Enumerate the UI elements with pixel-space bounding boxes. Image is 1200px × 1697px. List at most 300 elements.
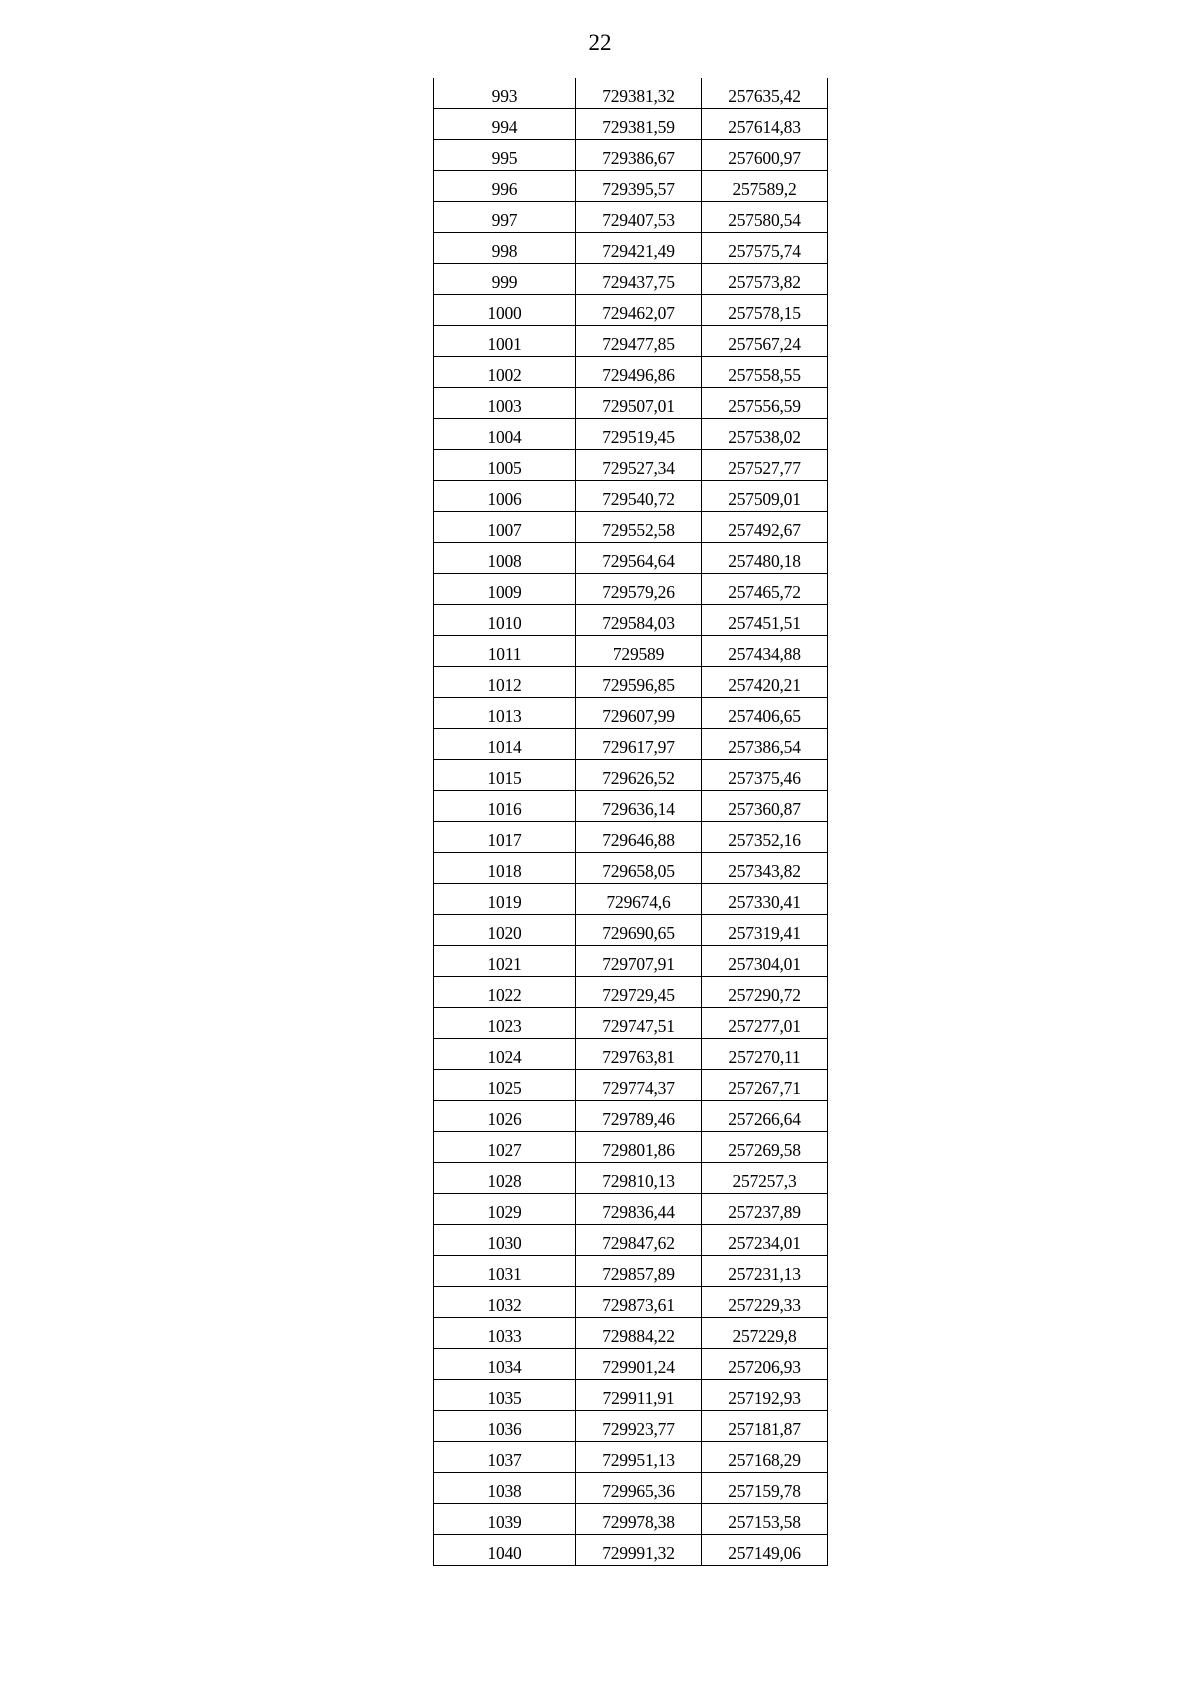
y-coordinate-cell xyxy=(702,233,828,264)
x-coordinate-cell xyxy=(576,481,702,512)
x-coordinate-text: 729584,03 xyxy=(602,613,675,633)
x-coordinate-cell xyxy=(576,1132,702,1163)
y-coordinate-text: 257600,97 xyxy=(728,148,801,168)
point-number-cell xyxy=(434,1225,576,1256)
x-coordinate-text: 729540,72 xyxy=(602,489,675,509)
x-coordinate-text: 729847,62 xyxy=(602,1233,675,1253)
y-coordinate-text: 257159,78 xyxy=(728,1481,801,1501)
y-coordinate-cell xyxy=(702,884,828,915)
table-row xyxy=(434,698,828,729)
y-coordinate-cell xyxy=(702,1318,828,1349)
point-number-text: 1010 xyxy=(487,613,522,633)
point-number-text: 1040 xyxy=(487,1543,522,1563)
x-coordinate-cell xyxy=(576,1473,702,1504)
point-number-text: 997 xyxy=(491,210,518,230)
x-coordinate-text: 729658,05 xyxy=(602,861,675,881)
point-number-text: 1037 xyxy=(487,1450,522,1470)
x-coordinate-text: 729965,36 xyxy=(602,1481,675,1501)
x-coordinate-text: 729873,61 xyxy=(602,1295,675,1315)
table-row xyxy=(434,1256,828,1287)
x-coordinate-text: 729801,86 xyxy=(602,1140,675,1160)
y-coordinate-cell xyxy=(702,140,828,171)
table-row xyxy=(434,1225,828,1256)
y-coordinate-cell xyxy=(702,946,828,977)
table-row xyxy=(434,1101,828,1132)
x-coordinate-text: 729552,58 xyxy=(602,520,675,540)
y-coordinate-text: 257480,18 xyxy=(728,551,801,571)
table-row xyxy=(434,1473,828,1504)
table-row xyxy=(434,822,828,853)
y-coordinate-cell xyxy=(702,202,828,233)
table-row xyxy=(434,264,828,295)
x-coordinate-text: 729729,45 xyxy=(602,985,675,1005)
point-number-cell xyxy=(434,512,576,543)
table-row xyxy=(434,791,828,822)
y-coordinate-cell xyxy=(702,1194,828,1225)
point-number-text: 1014 xyxy=(487,737,522,757)
x-coordinate-cell xyxy=(576,512,702,543)
x-coordinate-text: 729421,49 xyxy=(602,241,675,261)
point-number-cell xyxy=(434,109,576,140)
x-coordinate-text: 729527,34 xyxy=(602,458,675,478)
point-number-cell xyxy=(434,326,576,357)
y-coordinate-cell xyxy=(702,1504,828,1535)
y-coordinate-cell xyxy=(702,822,828,853)
table-row xyxy=(434,1287,828,1318)
x-coordinate-cell xyxy=(576,946,702,977)
y-coordinate-text: 257149,06 xyxy=(728,1543,801,1563)
point-number-cell xyxy=(434,1504,576,1535)
y-coordinate-cell xyxy=(702,605,828,636)
x-coordinate-cell xyxy=(576,977,702,1008)
table-row xyxy=(434,977,828,1008)
y-coordinate-text: 257229,8 xyxy=(732,1326,797,1346)
y-coordinate-text: 257192,93 xyxy=(728,1388,801,1408)
y-coordinate-text: 257206,93 xyxy=(728,1357,801,1377)
x-coordinate-text: 729901,24 xyxy=(602,1357,675,1377)
point-number-text: 1033 xyxy=(487,1326,522,1346)
x-coordinate-text: 729911,91 xyxy=(602,1388,675,1408)
point-number-text: 996 xyxy=(491,179,518,199)
point-number-text: 1021 xyxy=(487,954,522,974)
point-number-cell xyxy=(434,636,576,667)
table-row xyxy=(434,1070,828,1101)
point-number-text: 1036 xyxy=(487,1419,522,1439)
table-row xyxy=(434,1411,828,1442)
x-coordinate-text: 729836,44 xyxy=(602,1202,675,1222)
point-number-text: 1039 xyxy=(487,1512,522,1532)
table-row xyxy=(434,543,828,574)
x-coordinate-cell xyxy=(576,1194,702,1225)
x-coordinate-cell xyxy=(576,78,702,109)
y-coordinate-text: 257527,77 xyxy=(728,458,801,478)
x-coordinate-text: 729991,32 xyxy=(602,1543,675,1563)
point-number-text: 1026 xyxy=(487,1109,522,1129)
table-row xyxy=(434,202,828,233)
point-number-text: 1015 xyxy=(487,768,522,788)
x-coordinate-cell xyxy=(576,233,702,264)
table-row xyxy=(434,450,828,481)
x-coordinate-cell xyxy=(576,1504,702,1535)
x-coordinate-cell xyxy=(576,1318,702,1349)
x-coordinate-cell xyxy=(576,605,702,636)
y-coordinate-cell xyxy=(702,977,828,1008)
y-coordinate-text: 257231,13 xyxy=(728,1264,801,1284)
y-coordinate-text: 257492,67 xyxy=(728,520,801,540)
point-number-cell xyxy=(434,1318,576,1349)
point-number-text: 1000 xyxy=(487,303,522,323)
x-coordinate-text: 729978,38 xyxy=(602,1512,675,1532)
y-coordinate-cell xyxy=(702,853,828,884)
y-coordinate-cell xyxy=(702,698,828,729)
point-number-cell xyxy=(434,1194,576,1225)
point-number-cell xyxy=(434,1287,576,1318)
y-coordinate-cell xyxy=(702,171,828,202)
point-number-cell xyxy=(434,574,576,605)
x-coordinate-cell xyxy=(576,543,702,574)
y-coordinate-text: 257319,41 xyxy=(728,923,801,943)
point-number-cell xyxy=(434,1442,576,1473)
point-number-cell xyxy=(434,1132,576,1163)
point-number-cell xyxy=(434,760,576,791)
x-coordinate-cell xyxy=(576,760,702,791)
x-coordinate-text: 729589 xyxy=(612,644,665,664)
y-coordinate-text: 257451,51 xyxy=(728,613,801,633)
y-coordinate-text: 257352,16 xyxy=(728,830,801,850)
point-number-cell xyxy=(434,1039,576,1070)
x-coordinate-text: 729607,99 xyxy=(602,706,675,726)
table-row xyxy=(434,1039,828,1070)
x-coordinate-cell xyxy=(576,1039,702,1070)
point-number-cell xyxy=(434,791,576,822)
point-number-cell xyxy=(434,357,576,388)
y-coordinate-cell xyxy=(702,760,828,791)
table-row xyxy=(434,1194,828,1225)
table-row xyxy=(434,1008,828,1039)
point-number-text: 1002 xyxy=(487,365,522,385)
point-number-text: 994 xyxy=(491,117,518,137)
point-number-text: 1032 xyxy=(487,1295,522,1315)
x-coordinate-cell xyxy=(576,636,702,667)
y-coordinate-cell xyxy=(702,481,828,512)
point-number-text: 1003 xyxy=(487,396,522,416)
point-number-cell xyxy=(434,202,576,233)
point-number-cell xyxy=(434,977,576,1008)
x-coordinate-cell xyxy=(576,915,702,946)
x-coordinate-cell xyxy=(576,140,702,171)
point-number-cell xyxy=(434,140,576,171)
table-row xyxy=(434,884,828,915)
point-number-text: 1034 xyxy=(487,1357,522,1377)
point-number-text: 1007 xyxy=(487,520,522,540)
x-coordinate-text: 729690,65 xyxy=(602,923,675,943)
x-coordinate-cell xyxy=(576,698,702,729)
y-coordinate-text: 257406,65 xyxy=(728,706,801,726)
y-coordinate-text: 257360,87 xyxy=(728,799,801,819)
x-coordinate-text: 729774,37 xyxy=(602,1078,675,1098)
x-coordinate-cell xyxy=(576,1008,702,1039)
page-number: 22 xyxy=(588,30,612,55)
y-coordinate-cell xyxy=(702,636,828,667)
point-number-cell xyxy=(434,1349,576,1380)
x-coordinate-text: 729395,57 xyxy=(602,179,675,199)
x-coordinate-cell xyxy=(576,109,702,140)
x-coordinate-cell xyxy=(576,853,702,884)
y-coordinate-text: 257567,24 xyxy=(728,334,801,354)
table-row xyxy=(434,233,828,264)
y-coordinate-cell xyxy=(702,1039,828,1070)
y-coordinate-text: 257343,82 xyxy=(728,861,801,881)
x-coordinate-text: 729707,91 xyxy=(602,954,675,974)
table-row xyxy=(434,760,828,791)
y-coordinate-text: 257257,3 xyxy=(732,1171,797,1191)
y-coordinate-text: 257635,42 xyxy=(728,86,801,106)
point-number-text: 1016 xyxy=(487,799,522,819)
point-number-text: 1038 xyxy=(487,1481,522,1501)
point-number-text: 993 xyxy=(491,86,518,106)
x-coordinate-cell xyxy=(576,822,702,853)
y-coordinate-text: 257269,58 xyxy=(728,1140,801,1160)
y-coordinate-cell xyxy=(702,915,828,946)
point-number-cell xyxy=(434,264,576,295)
point-number-text: 1031 xyxy=(487,1264,522,1284)
x-coordinate-cell xyxy=(576,264,702,295)
point-number-text: 1005 xyxy=(487,458,522,478)
point-number-cell xyxy=(434,388,576,419)
point-number-cell xyxy=(434,450,576,481)
point-number-text: 1020 xyxy=(487,923,522,943)
table-row xyxy=(434,1380,828,1411)
x-coordinate-cell xyxy=(576,295,702,326)
table-row xyxy=(434,140,828,171)
x-coordinate-text: 729763,81 xyxy=(602,1047,675,1067)
y-coordinate-cell xyxy=(702,295,828,326)
x-coordinate-text: 729617,97 xyxy=(602,737,675,757)
y-coordinate-text: 257290,72 xyxy=(728,985,801,1005)
x-coordinate-text: 729386,67 xyxy=(602,148,675,168)
y-coordinate-text: 257270,11 xyxy=(728,1047,801,1067)
x-coordinate-cell xyxy=(576,202,702,233)
table-row xyxy=(434,915,828,946)
x-coordinate-text: 729646,88 xyxy=(602,830,675,850)
point-number-text: 1022 xyxy=(487,985,522,1005)
point-number-cell xyxy=(434,419,576,450)
y-coordinate-cell xyxy=(702,543,828,574)
point-number-cell xyxy=(434,1473,576,1504)
table-row xyxy=(434,1163,828,1194)
point-number-text: 999 xyxy=(491,272,518,292)
x-coordinate-text: 729507,01 xyxy=(602,396,675,416)
x-coordinate-cell xyxy=(576,1070,702,1101)
table-row xyxy=(434,1318,828,1349)
x-coordinate-cell xyxy=(576,388,702,419)
y-coordinate-cell xyxy=(702,109,828,140)
coordinates-table xyxy=(433,78,828,1566)
x-coordinate-cell xyxy=(576,1256,702,1287)
x-coordinate-text: 729477,85 xyxy=(602,334,675,354)
table-row xyxy=(434,357,828,388)
x-coordinate-cell xyxy=(576,729,702,760)
y-coordinate-text: 257267,71 xyxy=(728,1078,801,1098)
point-number-cell xyxy=(434,481,576,512)
x-coordinate-cell xyxy=(576,1411,702,1442)
table-row xyxy=(434,481,828,512)
y-coordinate-cell xyxy=(702,1256,828,1287)
x-coordinate-cell xyxy=(576,574,702,605)
point-number-cell xyxy=(434,171,576,202)
table-row xyxy=(434,295,828,326)
point-number-text: 998 xyxy=(491,241,518,261)
y-coordinate-cell xyxy=(702,264,828,295)
table-row xyxy=(434,1504,828,1535)
x-coordinate-cell xyxy=(576,1535,702,1566)
x-coordinate-text: 729951,13 xyxy=(602,1450,675,1470)
table-row xyxy=(434,109,828,140)
point-number-cell xyxy=(434,729,576,760)
y-coordinate-cell xyxy=(702,667,828,698)
y-coordinate-text: 257277,01 xyxy=(728,1016,801,1036)
table-row xyxy=(434,853,828,884)
x-coordinate-cell xyxy=(576,1225,702,1256)
y-coordinate-text: 257386,54 xyxy=(728,737,801,757)
x-coordinate-text: 729407,53 xyxy=(602,210,675,230)
table-row xyxy=(434,1349,828,1380)
x-coordinate-cell xyxy=(576,326,702,357)
y-coordinate-text: 257434,88 xyxy=(728,644,801,664)
table-row xyxy=(434,1535,828,1566)
point-number-cell xyxy=(434,698,576,729)
point-number-cell xyxy=(434,853,576,884)
y-coordinate-cell xyxy=(702,78,828,109)
x-coordinate-cell xyxy=(576,1380,702,1411)
x-coordinate-text: 729381,59 xyxy=(602,117,675,137)
x-coordinate-cell xyxy=(576,1349,702,1380)
y-coordinate-text: 257304,01 xyxy=(728,954,801,974)
y-coordinate-cell xyxy=(702,1101,828,1132)
point-number-cell xyxy=(434,822,576,853)
y-coordinate-text: 257420,21 xyxy=(728,675,801,695)
x-coordinate-cell xyxy=(576,1163,702,1194)
point-number-text: 1028 xyxy=(487,1171,522,1191)
y-coordinate-text: 257153,58 xyxy=(728,1512,801,1532)
table-row xyxy=(434,729,828,760)
y-coordinate-text: 257589,2 xyxy=(732,179,797,199)
x-coordinate-text: 729747,51 xyxy=(602,1016,675,1036)
y-coordinate-cell xyxy=(702,1132,828,1163)
point-number-cell xyxy=(434,295,576,326)
point-number-cell xyxy=(434,946,576,977)
y-coordinate-cell xyxy=(702,1349,828,1380)
table-row xyxy=(434,946,828,977)
x-coordinate-cell xyxy=(576,1442,702,1473)
x-coordinate-text: 729636,14 xyxy=(602,799,675,819)
table-row xyxy=(434,171,828,202)
y-coordinate-cell xyxy=(702,574,828,605)
y-coordinate-text: 257330,41 xyxy=(728,892,801,912)
y-coordinate-text: 257229,33 xyxy=(728,1295,801,1315)
table-row xyxy=(434,512,828,543)
x-coordinate-text: 729857,89 xyxy=(602,1264,675,1284)
point-number-text: 1029 xyxy=(487,1202,522,1222)
y-coordinate-cell xyxy=(702,729,828,760)
y-coordinate-cell xyxy=(702,388,828,419)
point-number-text: 1009 xyxy=(487,582,522,602)
y-coordinate-cell xyxy=(702,1287,828,1318)
x-coordinate-text: 729810,13 xyxy=(602,1171,675,1191)
x-coordinate-text: 729381,32 xyxy=(602,86,675,106)
point-number-text: 1023 xyxy=(487,1016,522,1036)
y-coordinate-cell xyxy=(702,1442,828,1473)
x-coordinate-text: 729596,85 xyxy=(602,675,675,695)
x-coordinate-cell xyxy=(576,791,702,822)
point-number-cell xyxy=(434,1163,576,1194)
x-coordinate-text: 729884,22 xyxy=(602,1326,675,1346)
point-number-text: 1035 xyxy=(487,1388,522,1408)
y-coordinate-cell xyxy=(702,1411,828,1442)
x-coordinate-cell xyxy=(576,1101,702,1132)
table-row xyxy=(434,667,828,698)
y-coordinate-text: 257168,29 xyxy=(728,1450,801,1470)
x-coordinate-text: 729462,07 xyxy=(602,303,675,323)
x-coordinate-text: 729579,26 xyxy=(602,582,675,602)
x-coordinate-cell xyxy=(576,450,702,481)
point-number-text: 1004 xyxy=(487,427,522,447)
y-coordinate-text: 257375,46 xyxy=(728,768,801,788)
y-coordinate-text: 257614,83 xyxy=(728,117,801,137)
point-number-cell xyxy=(434,1380,576,1411)
point-number-cell xyxy=(434,543,576,574)
y-coordinate-text: 257578,15 xyxy=(728,303,801,323)
y-coordinate-cell xyxy=(702,512,828,543)
y-coordinate-cell xyxy=(702,357,828,388)
x-coordinate-cell xyxy=(576,357,702,388)
point-number-cell xyxy=(434,884,576,915)
point-number-cell xyxy=(434,1101,576,1132)
x-coordinate-text: 729789,46 xyxy=(602,1109,675,1129)
x-coordinate-text: 729923,77 xyxy=(602,1419,675,1439)
y-coordinate-text: 257573,82 xyxy=(728,272,801,292)
point-number-text: 1019 xyxy=(487,892,522,912)
point-number-text: 1006 xyxy=(487,489,522,509)
y-coordinate-text: 257558,55 xyxy=(728,365,801,385)
y-coordinate-cell xyxy=(702,1225,828,1256)
y-coordinate-cell xyxy=(702,1163,828,1194)
point-number-cell xyxy=(434,667,576,698)
table-row xyxy=(434,419,828,450)
y-coordinate-cell xyxy=(702,1070,828,1101)
point-number-text: 1008 xyxy=(487,551,522,571)
y-coordinate-cell xyxy=(702,1535,828,1566)
y-coordinate-cell xyxy=(702,326,828,357)
point-number-cell xyxy=(434,233,576,264)
x-coordinate-cell xyxy=(576,884,702,915)
point-number-cell xyxy=(434,1008,576,1039)
y-coordinate-text: 257234,01 xyxy=(728,1233,801,1253)
point-number-cell xyxy=(434,1411,576,1442)
y-coordinate-cell xyxy=(702,450,828,481)
y-coordinate-cell xyxy=(702,419,828,450)
coordinates-table-body xyxy=(434,78,828,1566)
y-coordinate-text: 257237,89 xyxy=(728,1202,801,1222)
y-coordinate-text: 257181,87 xyxy=(728,1419,801,1439)
y-coordinate-text: 257580,54 xyxy=(728,210,801,230)
point-number-text: 1025 xyxy=(487,1078,522,1098)
x-coordinate-text: 729564,64 xyxy=(602,551,675,571)
point-number-cell xyxy=(434,605,576,636)
y-coordinate-text: 257509,01 xyxy=(728,489,801,509)
point-number-text: 1001 xyxy=(487,334,522,354)
point-number-text: 1011 xyxy=(487,644,522,664)
